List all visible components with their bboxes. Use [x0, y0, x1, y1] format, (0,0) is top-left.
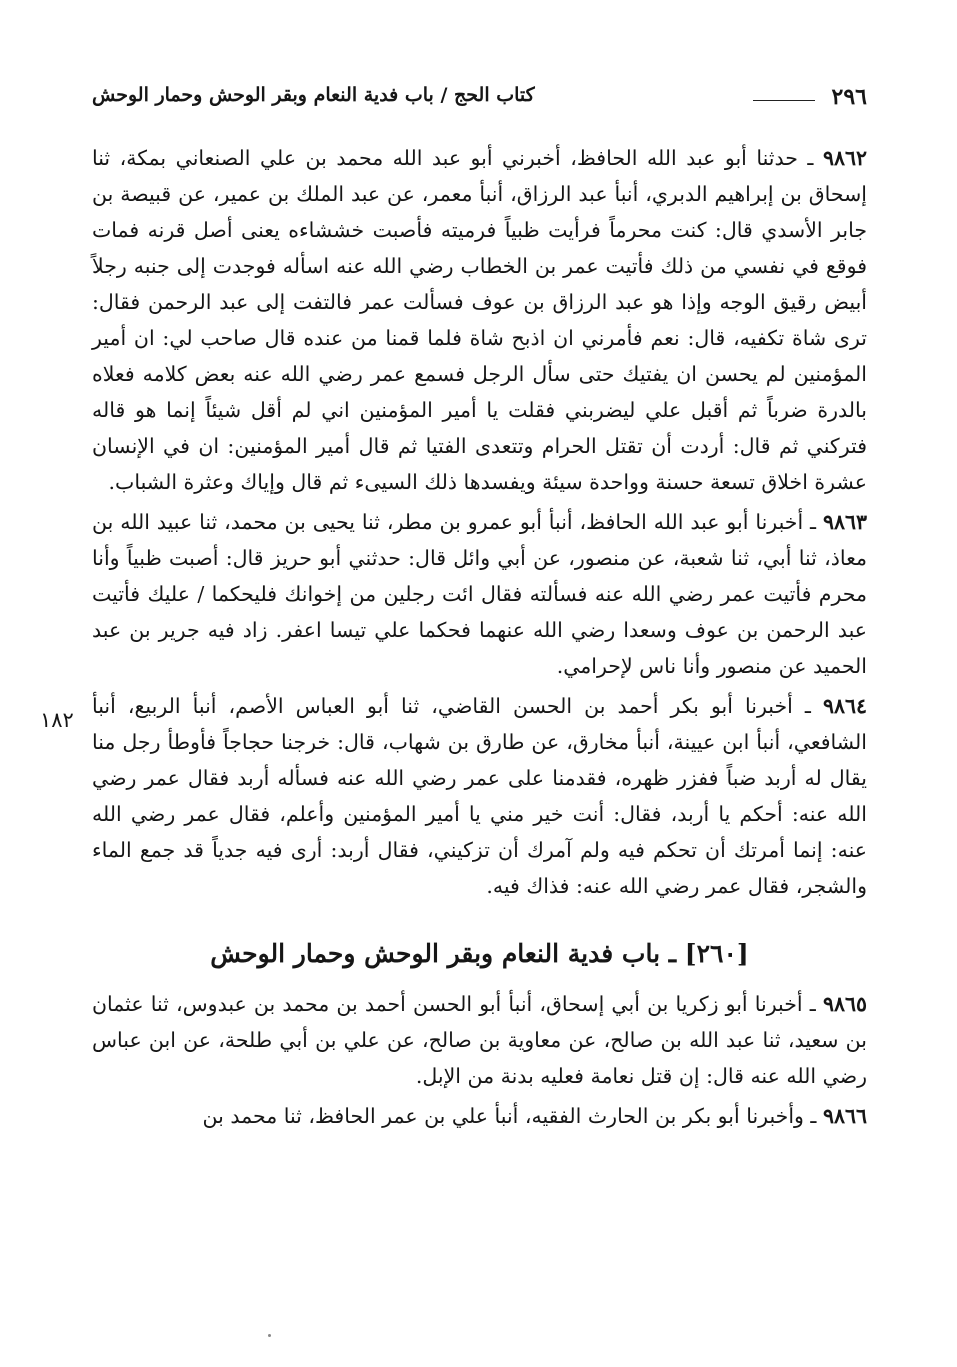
margin-reference-number: ١٨٢	[40, 708, 74, 732]
hadith-paragraph	[92, 140, 867, 500]
hadith-text: ـ أخبرنا أبو بكر أحمد بن الحسن القاضي، ثنا أبو العباس الأصم، أنبأ الربيع، أنبأ الشافعي، أنبأ ابن عيينة، أنبأ مخارق، عن طارق بن شهاب، قال: خرجنا حجاجاً فأوطأ رجل منا يقال له أربد ضباً ففزر ظهره، فقدمنا على عمر رضي الله عنه فسأله أربد فقال عمر رضي الله عنه: أحكم يا أربد، فقال: أنت خير مني يا أمير المؤمنين وأعلم، فقال عمر رضي الله عنه: إنما أمرتك أن تحكم فيه ولم آمرك أن تزكيني، فقال أربد: أرى فيه جدياً قد جمع الماء والشجر، فقال عمر رضي الله عنه: فذاك فيه.	[92, 694, 867, 898]
running-header	[92, 82, 867, 116]
hadith-text: ـ أخبرنا أبو زكريا بن أبي إسحاق، أنبأ أبو الحسن أحمد بن محمد بن عبدوس، ثنا عثمان بن سعيد، ثنا عبد الله بن صالح، عن معاوية بن صالح، عن علي بن أبي طلحة، عن ابن عباس رضي الله عنه قال: إن قتل نعامة فعليه بدنة من الإبل.	[92, 992, 867, 1088]
hadith-number: ٩٨٦٥	[822, 992, 867, 1016]
hadith-paragraph	[92, 1098, 867, 1134]
hadith-paragraph	[92, 504, 867, 684]
chapter-heading: [٢٦٠] ـ باب فدية النعام وبقر الوحش وحمار الوحش	[210, 939, 749, 968]
hadith-paragraph	[92, 986, 867, 1094]
hadith-text: ـ أخبرنا أبو عبد الله الحافظ، أنبأ أبو عمرو بن مطر، ثنا يحيى بن محمد، ثنا عبيد الله بن معاذ، ثنا أبي، ثنا شعبة، عن منصور، عن أبي وائل قال: حدثني أبو حريز قال: أصبت ظبياً وأنا محرم فأتيت عمر رضي الله عنه فسألته فقال ائت رجلين من إخوانك فليحكما / عليك فأتيت عبد الرحمن بن عوف وسعدا رضي الله عنهما فحكما علي تيسا اعفر. زاد فيه جرير بن عبد الحميد عن منصور وأنا ناس لإحرامي.	[92, 510, 867, 678]
hadith-number: ٩٨٦٢	[822, 146, 867, 170]
hadith-number: ٩٨٦٦	[822, 1104, 867, 1128]
page-number: ٢٩٦	[831, 84, 867, 110]
hadith-number: ٩٨٦٣	[822, 510, 867, 534]
hadith-number: ٩٨٦٤	[822, 694, 867, 718]
body-text	[92, 140, 867, 1138]
header-title: كتاب الحج / باب فدية النعام وبقر الوحش وحمار الوحش	[92, 84, 535, 106]
hadith-text: ـ وأخبرنا أبو بكر بن الحارث الفقيه، أنبأ علي بن عمر الحافظ، ثنا محمد بن	[202, 1104, 823, 1128]
hadith-paragraph	[92, 688, 867, 904]
page-speck	[268, 1334, 271, 1337]
header-rule	[753, 100, 815, 101]
hadith-text: ـ حدثنا أبو عبد الله الحافظ، أخبرني أبو عبد الله محمد بن علي الصنعاني بمكة، ثنا إسحاق بن إبراهيم الدبري، أنبأ عبد الرزاق، أنبأ معمر، عن عبد الملك بن عمير، عن قبيصة بن جابر الأسدي قال: كنت محرماً فرأيت ظبياً فرميته فأصبت خششاءه يعنى أصل قرنه فمات فوقع في نفسي من ذلك فأتيت عمر بن الخطاب رضي الله عنه اسأله فوجدت إلى جنبه رجلاً أبيض رقيق الوجه وإذا هو عبد الرزاق بن عوف فسألت عمر فالتفت إلى عبد الرحمن فقال: ترى شاة تكفيه، قال: نعم فأمرني ان اذبح شاة فلما قمنا من عنده قال صاحب لي: ان أمير المؤمنين لم يحسن ان يفتيك حتى سأل الرجل فسمع عمر رضي الله عنه بعض كلامه فعلاه بالدرة ضرباً ثم أقبل علي ليضربني فقلت يا أمير المؤمنين اني لم أقل شيئاً إنما هو قاله فتركني ثم قال: أردت أن تقتل الحرام وتتعدى الفتيا ثم قال أمير المؤمنين: ان في الإنسان عشرة اخلاق تسعة حسنة وواحدة سيئة ويفسدها ذلك السيىء ثم قال وإياك وعثرة الشباب.	[92, 146, 867, 494]
